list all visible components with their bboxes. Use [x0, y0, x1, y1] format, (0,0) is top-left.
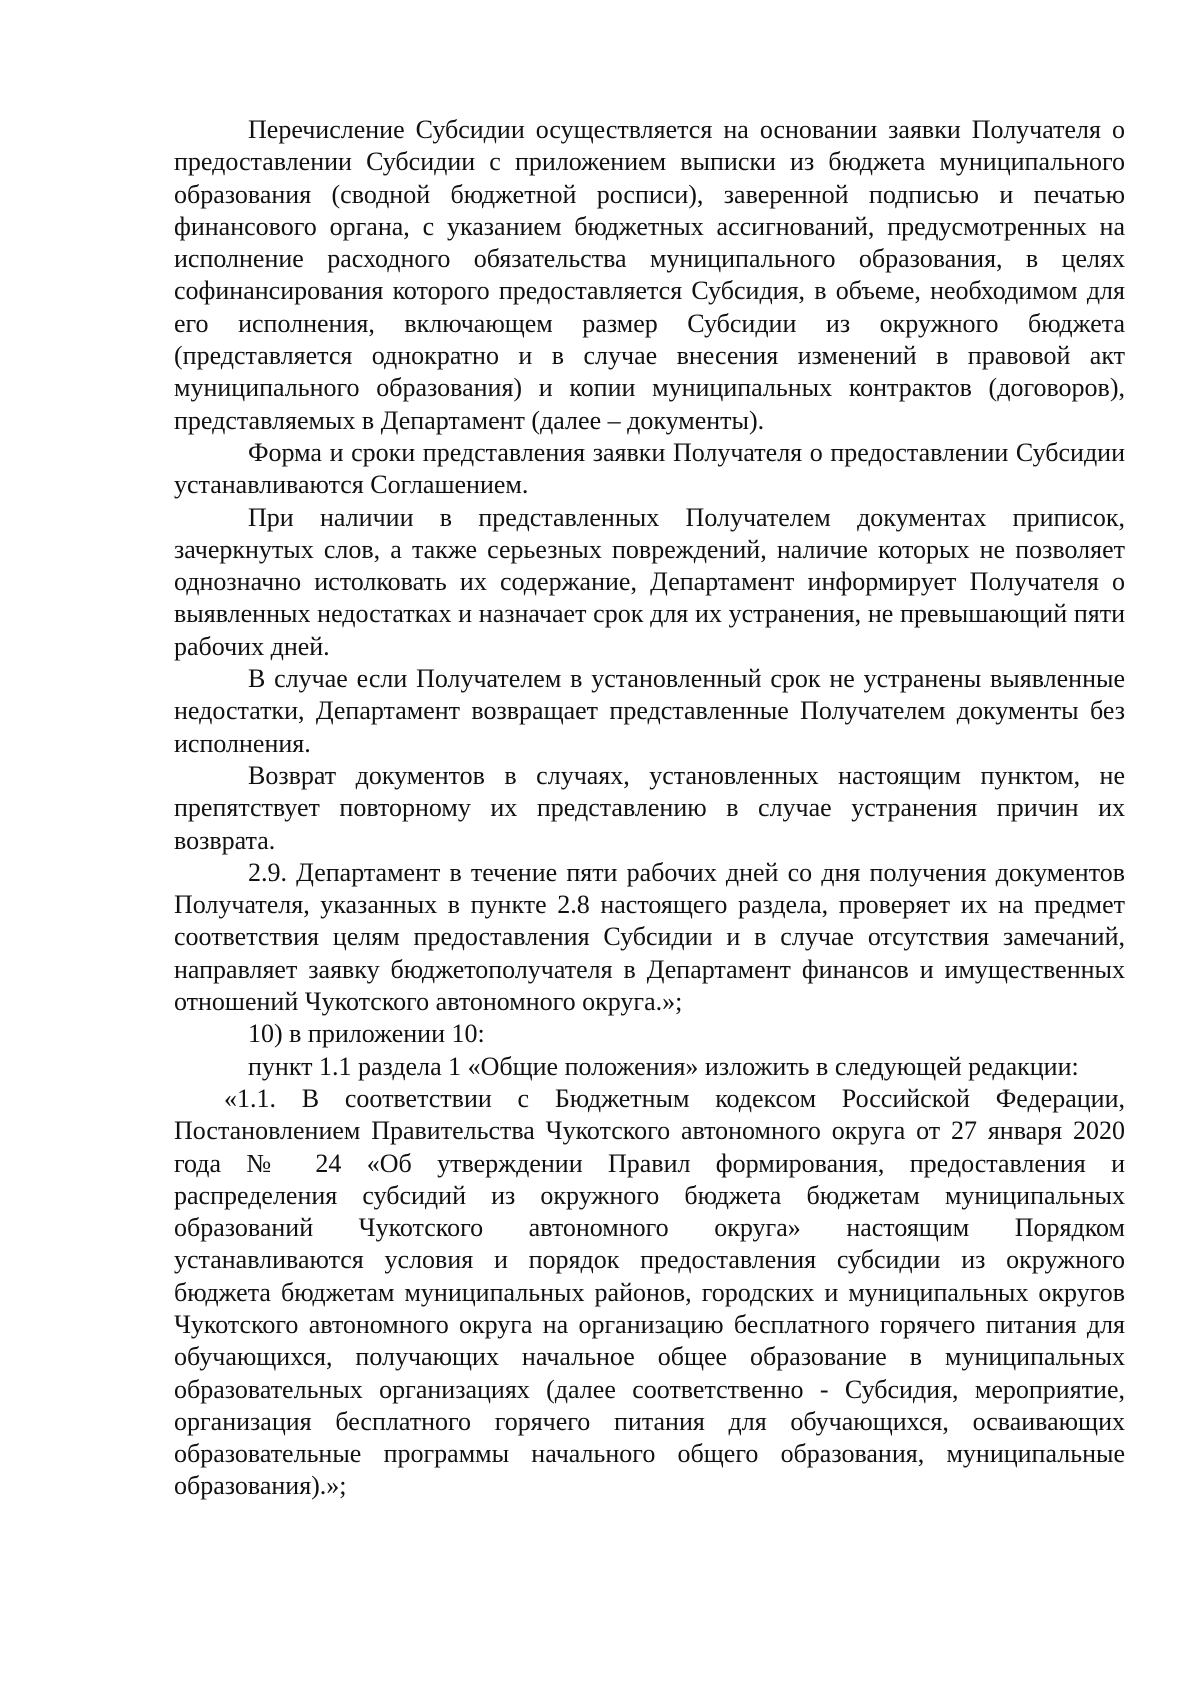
paragraph-form-terms: Форма и сроки представления заявки Получателя о предоставлении Субсидии устанавливаются Соглашением. — [174, 437, 1125, 500]
paragraph-return: В случае если Получателем в установленный срок не устранены выявленные недостатки, Департамент возвращает представленные Получателем документы без исполнения. — [174, 664, 1125, 758]
paragraph-clause-2-9: 2.9. Департамент в течение пяти рабочих дней со дня получения документов Получателя, указанных в пункте 2.8 настоящего раздела, проверяет их на предмет соответствия целям предоставления Субсидии и в случае отсутствия замечаний, направляет заявку бюджетополучателя в Департамент финансов и имущественных отношений Чукотского автономного округа.»; — [174, 857, 1125, 1017]
paragraph-point-1-1: пункт 1.1 раздела 1 «Общие положения» изложить в следующей редакции: — [248, 1051, 1079, 1081]
paragraph-item-10: 10) в приложении 10: — [248, 1019, 485, 1049]
paragraph-corrections: При наличии в представленных Получателем документах приписок, зачеркнутых слов, а также серьезных повреждений, наличие которых не позволяет однозначно истолковать их содержание, Департамент информирует Получателя о выявленных недостатках и назначает срок для их устранения, не превышающий пяти рабочих дней. — [174, 502, 1125, 661]
paragraph-resubmission: Возврат документов в случаях, установленных настоящим пунктом, не препятствует повторному их представлению в случае устранения причин их возврата. — [174, 760, 1125, 855]
paragraph-quote-clause-1-1: «1.1. В соответствии с Бюджетным кодексом Российской Федерации, Постановлением Правительства Чукотского автономного округа от 27 января 2020 года № 24 «Об утверждении Правил формирования, предоставления и распределения субсидий из окружного бюджета бюджетам муниципальных образований Чукотского автономного округа» настоящим Порядком устанавливаются условия и порядок предоставления субсидии из окружного бюджета бюджетам муниципальных районов, городских и муниципальных округов Чукотского автономного округа на организацию бесплатного горячего питания для обучающихся, получающих начальное общее образование в муниципальных образовательных организациях (далее соответственно - Субсидия, мероприятие, организация бесплатного горячего питания для обучающихся, осваивающих образовательные программы начального общего образования, муниципальные образования).»; — [174, 1083, 1125, 1501]
document-page — [174, 114, 1125, 1503]
paragraph-transfer-basis: Перечисление Субсидии осуществляется на основании заявки Получателя о предоставлении Субсидии с приложением выписки из бюджета муниципального образования (сводной бюджетной росписи), заверенной подписью и печатью финансового органа, с указанием бюджетных ассигнований, предусмотренных на исполнение расходного обязательства муниципального образования, в целях софинансирования которого предоставляется Субсидия, в объеме, необходимом для его исполнения, включающем размер Субсидии из окружного бюджета (представляется однократно и в случае внесения изменений в правовой акт муниципального образования) и копии муниципальных контрактов (договоров), представляемых в Департамент (далее – документы). — [174, 115, 1125, 435]
